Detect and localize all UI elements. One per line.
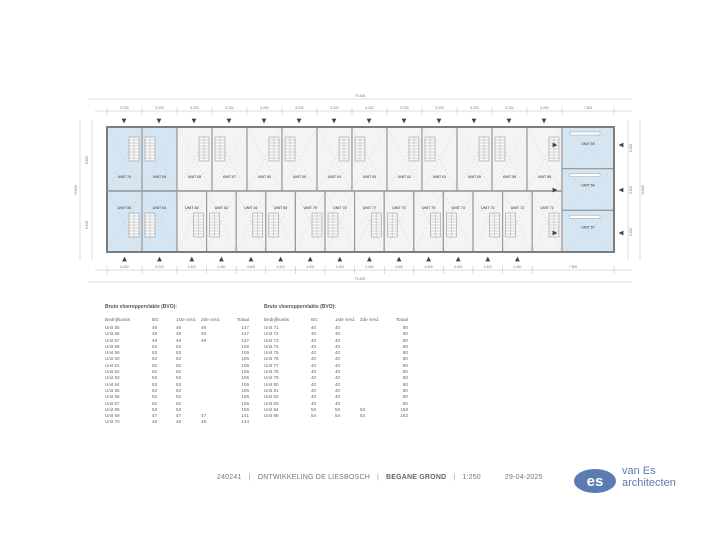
unit-label: UNIT 67 [222,175,237,179]
bvo-cell: 47 [201,413,207,419]
dim-label-bottom: 4.400 [187,265,196,269]
dim-label-bottom: 4.400 [483,265,492,269]
dim-label-bottom: 4.400 [335,265,344,269]
dim-label-top: 5.200 [505,106,514,110]
unit-label: UNIT 61 [432,175,447,179]
unit [207,191,237,252]
bvo-cell: 40 [311,325,317,330]
bvo-cell: 48 [152,419,158,425]
bvo-cell: 147 [241,331,249,337]
bvo-cell: 53 [176,356,182,362]
unit [355,191,385,252]
bvo-cell: 40 [311,350,317,356]
bvo-row [105,419,249,425]
unit-label: UNIT 71 [540,206,554,210]
bvo-cell: 48 [176,419,182,425]
entrance-arrow-icon [456,257,461,262]
dim-label-top: 5.200 [540,106,549,110]
entrance-arrow-icon [367,257,372,262]
bvo-cell: 49 [201,331,207,337]
bvo-title: Bruto vloeroppervlakte (BVO): [264,304,336,310]
entrance-arrow-icon [262,119,267,124]
entrance-arrow-icon [157,119,162,124]
unit-label: UNIT 84 [152,206,167,210]
dim-label-bottom: 4.400 [306,265,315,269]
dim-label-top: 5.200 [190,106,199,110]
stair [570,132,600,135]
bvo-table [105,317,249,426]
entrance-arrow-icon [278,257,283,262]
unit-label: UNIT 70 [117,175,132,179]
bvo-header-cell: Totaal [236,317,249,322]
bvo-cell: 53 [152,362,158,368]
bvo-cell: 106 [241,356,249,362]
bvo-cell: 49 [176,325,182,330]
bvo-cell: 49 [201,325,207,330]
stair [570,215,600,218]
entrance-arrow-icon [122,119,127,124]
bvo-header-row [105,317,249,325]
dim-label-right: 5.200 [629,143,633,153]
dim-label-top: 5.200 [120,106,129,110]
dim-label-bottom: 5.200 [120,265,129,269]
bvo-row [264,413,408,419]
bvo-cell: 53 [152,394,158,400]
dim-label-bottom: 4.400 [365,265,374,269]
bvo-cell: Unit 70 [105,419,120,425]
bvo-cell: 53 [152,381,158,387]
dim-label-overall-top: 79.400 [354,94,366,98]
entrance-arrow-icon [619,188,624,193]
unit [387,127,422,191]
bvo-cell: 80 [402,362,408,368]
entrance-arrow-icon [297,119,302,124]
bvo-cell: 53 [152,375,158,381]
unit [177,127,212,191]
logo-line2: architecten [622,477,676,489]
unit-label: UNIT 72 [510,206,525,210]
bvo-header-cell: BG [311,317,318,322]
entrance-arrow-icon [367,119,372,124]
entrance-arrow-icon [122,257,127,262]
unit [142,191,177,252]
bvo-cell: 54 [335,413,341,419]
bvo-cell: Unit 84 [264,406,279,412]
bvo-cell: 80 [402,325,408,330]
bvo-cell: 106 [241,350,249,356]
unit-label: UNIT 65 [292,175,307,179]
entrance-arrow-icon [337,257,342,262]
bvo-cell: Unit 67 [105,400,120,406]
bvo-cell: 80 [402,331,408,337]
separator: | [453,474,456,481]
bvo-cell: 53 [335,406,341,412]
unit-label: UNIT 62 [397,175,412,179]
entrance-arrow-icon [507,119,512,124]
bvo-table-right [264,304,408,419]
bvo-cell: 54 [311,413,317,419]
bvo-cell: Unit 80 [264,381,279,387]
unit-label: UNIT 74 [451,206,465,210]
dim-label-right: 5.200 [629,185,633,195]
bvo-cell: 80 [402,337,408,343]
bvo-cell: 40 [335,362,341,368]
bvo-cell: 40 [311,369,317,375]
bvo-cell: Unit 79 [264,375,279,381]
bvo-cell: Unit 74 [264,343,279,349]
bvo-cell: 80 [402,394,408,400]
unit-label: UNIT 68 [187,175,202,179]
unit [177,191,207,252]
bvo-cell: 53 [311,406,317,412]
bvo-cell: 141 [241,413,249,419]
dim-label-bottom: 4.400 [513,265,522,269]
bvo-cell: 54 [360,413,366,419]
bvo-title: Bruto vloeroppervlakte (BVO): [105,304,177,310]
bvo-cell: 80 [402,400,408,406]
bvo-cell: Unit 82 [264,394,279,400]
unit-label: UNIT 63 [362,175,377,179]
bvo-cell: Unit 63 [105,375,120,381]
bvo-cell: 49 [176,331,182,337]
unit-label: UNIT 64 [327,175,342,179]
bvo-header-cell: 1ste verd. [176,317,197,322]
entrance-arrow-icon [219,257,224,262]
bvo-cell: 48 [201,419,207,425]
unit [457,127,492,191]
unit [317,127,352,191]
bvo-cell: 40 [335,331,341,337]
entrance-arrow-icon [249,257,254,262]
bvo-cell: 40 [311,356,317,362]
unit [266,191,296,252]
logo-text [622,466,676,489]
unit [236,191,266,252]
unit [503,191,533,252]
bvo-cell: Unit 78 [264,369,279,375]
bvo-cell: 53 [360,406,366,412]
bvo-cell: Unit 73 [264,337,279,343]
unit-label: UNIT 66 [257,175,272,179]
bvo-cell: 53 [176,381,182,387]
bvo-cell: 49 [201,337,207,343]
bvo-cell: Unit 83 [264,400,279,406]
entrance-arrow-icon [397,257,402,262]
dim-label-top: 5.200 [225,106,234,110]
unit-label: UNIT 57 [581,225,595,230]
dim-label-left: 6.400 [85,220,89,230]
dim-label-right: 5.200 [629,227,633,237]
bvo-cell: 106 [241,400,249,406]
bvo-header-row [264,317,408,325]
bvo-cell: 106 [241,406,249,412]
bvo-cell: 47 [176,413,182,419]
unit [443,191,473,252]
bvo-cell: 40 [311,362,317,368]
bvo-cell: Unit 62 [105,369,120,375]
bvo-cell: 49 [152,325,158,330]
bvo-table-left [105,304,249,426]
bvo-cell: 53 [176,375,182,381]
bvo-cell: Unit 76 [264,356,279,362]
bvo-cell: 53 [176,362,182,368]
bvo-header-cell: 1ste verd. [335,317,356,322]
unit [352,127,387,191]
bvo-cell: 53 [176,350,182,356]
bvo-cell: 40 [311,375,317,381]
unit-label: UNIT 80 [273,206,288,210]
bvo-table [264,317,408,419]
entrance-arrow-icon [308,257,313,262]
project-name: ONTWIKKELING DE LIESBOSCH [257,474,370,481]
dim-label-bottom: 4.400 [246,265,256,269]
unit-label: UNIT 69 [152,175,167,179]
entrance-arrow-icon [542,119,547,124]
bvo-cell: Unit 64 [105,381,120,387]
unit-label: UNIT 76 [392,206,406,210]
dim-label-top: 5.200 [330,106,339,110]
project-number: 240241 [217,474,242,481]
bvo-cell: 106 [241,343,249,349]
bvo-cell: Unit 57 [105,337,120,343]
bvo-cell: Unit 61 [105,362,120,368]
bvo-cell: 53 [176,394,182,400]
dim-label-top: 5.200 [295,106,304,110]
unit [473,191,503,252]
bvo-cell: 53 [152,350,158,356]
drawing-scale: 1:250 [462,474,481,481]
bvo-cell: 40 [311,387,317,393]
drawing-date: 29-04-2025 [504,474,543,481]
bvo-cell: Unit 71 [264,325,279,330]
bvo-cell: Unit 60 [105,356,120,362]
stair [570,174,600,177]
unit-label: UNIT 77 [362,206,377,210]
bvo-cell: Unit 69 [105,413,120,419]
unit-label: UNIT 78 [333,206,347,210]
bvo-cell: 40 [335,375,341,381]
bvo-cell: 106 [241,362,249,368]
dim-label-left: 8.600 [85,155,89,165]
bvo-cell: Unit 59 [105,350,120,356]
bvo-cell: 80 [402,343,408,349]
bvo-cell: Unit 65 [105,387,120,393]
dim-label-top: 5.200 [260,106,269,110]
unit [527,127,562,191]
unit-label: UNIT 60 [467,175,482,179]
bvo-cell: 147 [241,325,249,330]
entrance-arrow-icon [227,119,232,124]
dim-label-right-overall: 15.600 [641,184,645,196]
bvo-cell: Unit 85 [264,413,279,419]
unit [422,127,457,191]
entrance-arrow-icon [437,119,442,124]
logo-mark: es [586,473,604,490]
unit-label: UNIT 55 [581,142,595,146]
bvo-cell: 40 [335,337,341,343]
bvo-cell: 106 [241,387,249,393]
bvo-cell: Unit 56 [105,331,120,337]
bvo-cell: 53 [152,343,158,349]
bvo-cell: Unit 75 [264,350,279,356]
bvo-cell: 53 [176,406,182,412]
unit [384,191,414,252]
unit [212,127,247,191]
entrance-arrow-icon [189,257,194,262]
bvo-cell: 80 [402,381,408,387]
dim-label-top: 5.200 [435,106,444,110]
bvo-header-cell: Bedrijfsunits [105,317,131,322]
bvo-cell: 53 [176,343,182,349]
bvo-cell: 53 [152,356,158,362]
bvo-cell: 162 [400,413,408,419]
bvo-cell: 106 [241,381,249,387]
bvo-cell: Unit 68 [105,406,120,412]
bvo-cell: 159 [400,406,408,412]
es-logo-icon [574,469,616,493]
bvo-cell: 40 [311,331,317,337]
unit-label: UNIT 73 [481,206,495,210]
bvo-cell: 147 [241,337,249,343]
bvo-cell: Unit 58 [105,343,120,349]
unit [414,191,444,252]
bvo-cell: 144 [241,419,249,425]
unit [142,127,177,191]
bvo-cell: 40 [335,387,341,393]
unit-label: UNIT 85 [117,206,132,210]
bvo-cell: 106 [241,369,249,375]
dim-label-left-overall: 15.600 [74,184,78,196]
bvo-cell: 53 [152,369,158,375]
bvo-cell: 80 [402,387,408,393]
bvo-cell: 40 [311,400,317,406]
bvo-cell: 40 [335,325,341,330]
unit [325,191,355,252]
unit-label: UNIT 58 [537,175,552,179]
entrance-arrow-icon [192,119,197,124]
separator: | [248,474,251,481]
unit-label: UNIT 79 [303,206,317,210]
bvo-cell: 40 [311,381,317,387]
entrance-arrow-icon [157,257,162,262]
unit [107,127,142,191]
bvo-header-cell: Bedrijfsunits [264,317,290,322]
bvo-cell: 40 [335,369,341,375]
bvo-cell: 53 [176,400,182,406]
separator: | [376,474,379,481]
dim-label-top: 7.600 [583,106,593,110]
bvo-cell: 53 [152,387,158,393]
dim-label-overall-bottom: 79.400 [354,277,366,281]
unit-label: UNIT 75 [421,206,436,210]
bvo-cell: 53 [152,400,158,406]
bvo-cell: 40 [335,343,341,349]
bvo-cell: 40 [311,343,317,349]
bvo-cell: 47 [152,413,158,419]
unit-label: UNIT 56 [581,183,595,188]
unit-label: UNIT 81 [244,206,258,210]
bvo-cell: 49 [176,337,182,343]
bvo-cell: 49 [152,337,158,343]
bvo-cell: Unit 77 [264,362,279,368]
entrance-arrow-icon [332,119,337,124]
bvo-cell: Unit 55 [105,325,120,330]
bvo-cell: 40 [335,400,341,406]
bvo-cell: Unit 66 [105,394,120,400]
dim-label-bottom: 4.400 [424,265,433,269]
entrance-arrow-icon [472,119,477,124]
bvo-header-cell: Totaal [395,317,408,322]
dim-label-bottom: 4.400 [394,265,404,269]
unit [107,191,142,252]
bvo-cell: 40 [335,381,341,387]
bvo-cell: Unit 72 [264,331,279,337]
entrance-arrow-icon [619,143,624,148]
dim-label-top: 5.200 [400,106,409,110]
dim-label-bottom: 4.400 [276,265,285,269]
unit [247,127,282,191]
bvo-cell: 40 [335,350,341,356]
dim-label-bottom: 4.400 [217,265,226,269]
unit [532,191,562,252]
bvo-cell: 49 [152,331,158,337]
unit-label: UNIT 83 [185,206,199,210]
unit [295,191,325,252]
bvo-cell: 80 [402,356,408,362]
dim-label-top: 5.200 [155,106,164,110]
bvo-cell: 40 [311,337,317,343]
entrance-arrow-icon [426,257,431,262]
bvo-header-cell: BG [152,317,159,322]
drawing-title: BEGANE GROND [385,474,447,481]
unit [282,127,317,191]
logo-line1: van Es [622,465,656,477]
bvo-cell: 40 [335,394,341,400]
entrance-arrow-icon [515,257,520,262]
dim-label-bottom: 4.400 [454,265,463,269]
bvo-cell: 40 [335,356,341,362]
title-block [217,474,543,481]
bvo-cell: 40 [311,394,317,400]
bvo-cell: 80 [402,369,408,375]
bvo-cell: 80 [402,375,408,381]
unit-label: UNIT 82 [214,206,229,210]
entrance-arrow-icon [402,119,407,124]
entrance-arrow-icon [485,257,490,262]
unit-label: UNIT 59 [502,175,517,179]
bvo-cell: 53 [152,406,158,412]
unit [492,127,527,191]
bvo-cell: 80 [402,350,408,356]
entrance-arrow-icon [619,231,624,236]
bvo-cell: 106 [241,375,249,381]
dim-label-top: 5.200 [365,106,374,110]
dim-label-bottom: 7.600 [568,265,578,269]
bvo-cell: Unit 81 [264,387,279,393]
dim-label-top: 5.200 [470,106,479,110]
bvo-cell: 53 [176,369,182,375]
bvo-cell: 53 [176,387,182,393]
bvo-cell: 106 [241,394,249,400]
bvo-header-cell: 2de verd. [201,317,221,322]
bvo-header-cell: 2de verd. [360,317,380,322]
dim-label-bottom: 5.200 [155,265,164,269]
